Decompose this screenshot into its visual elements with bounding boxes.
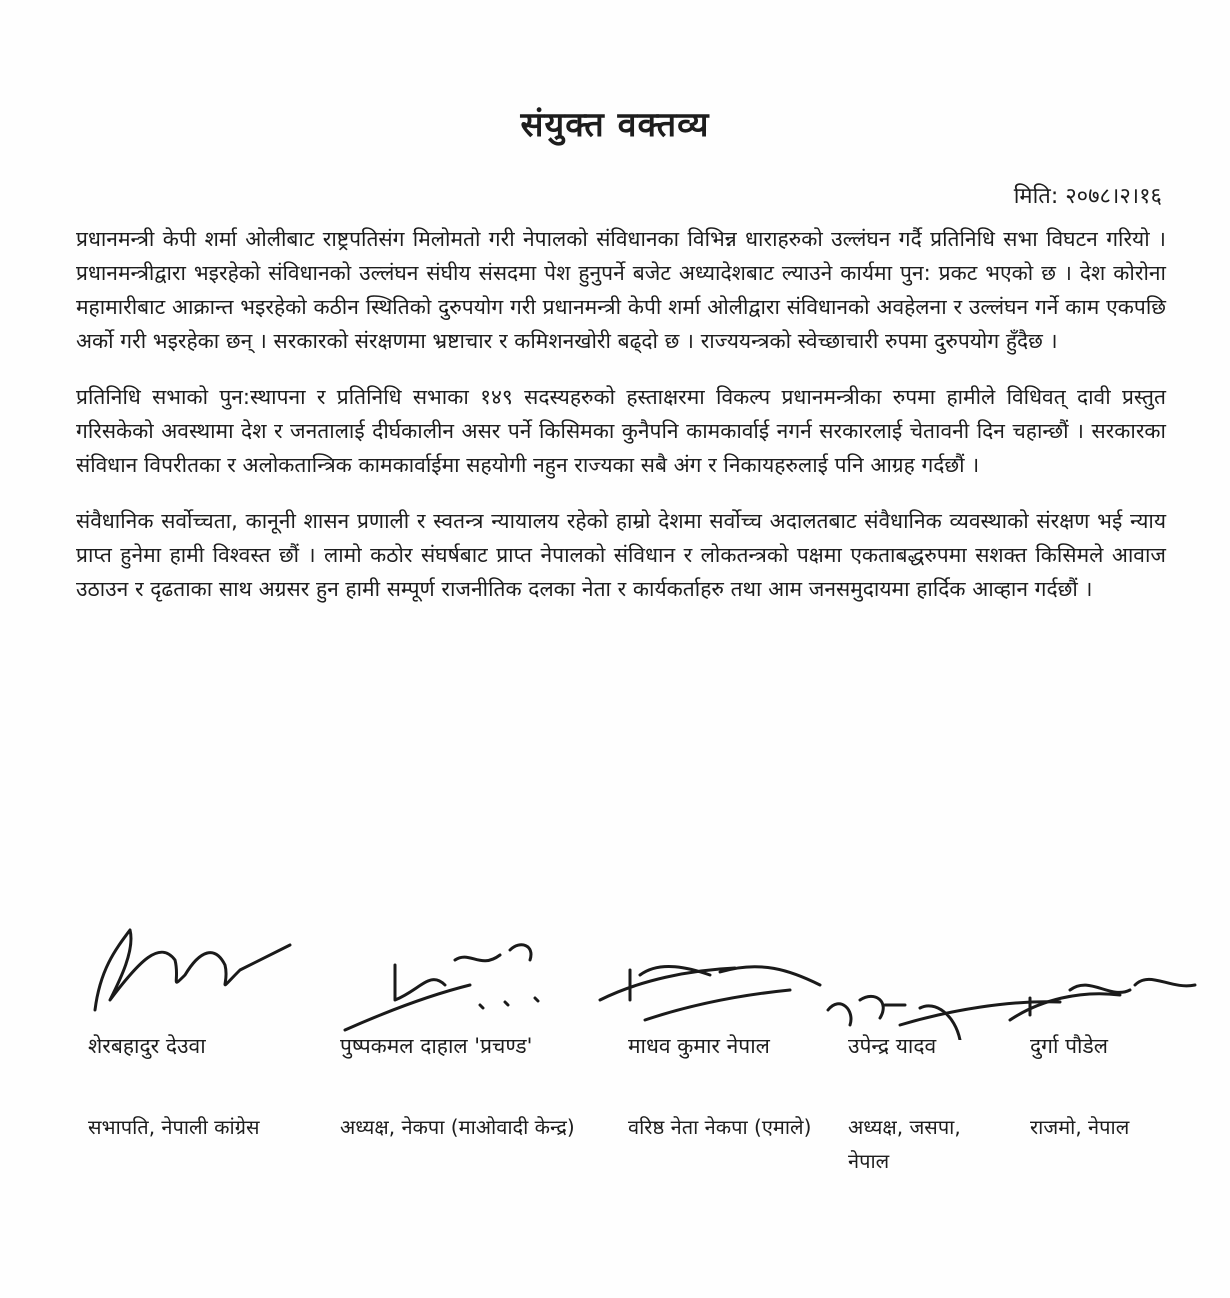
statement-body: [76, 222, 1166, 628]
paragraph-3: संवैधानिक सर्वोच्चता, कानूनी शासन प्रणाली र स्वतन्त्र न्यायालय रहेको हाम्रो देशमा सर्वोच्च अदालतबाट संवैधानिक व्यवस्थाको संरक्षण भई न्याय प्राप्त हुनेमा हामी विश्वस्त छौं । लामो कठोर संघर्षबाट प्राप्त नेपालको संविधान र लोकतन्त्रको पक्षमा एकताबद्धरुपमा सशक्त किसिमले आवाज उठाउन र दृढताका साथ अग्रसर हुन हामी सम्पूर्ण राजनीतिक दलका नेता र कार्यकर्ताहरु तथा आम जनसमुदायमा हार्दिक आव्हान गर्दछौं ।: [76, 509, 1166, 601]
signatory-name-1: शेरबहादुर देउवा: [88, 1034, 206, 1058]
paragraph-2: प्रतिनिधि सभाको पुन:स्थापना र प्रतिनिधि सभाका १४९ सदस्यहरुको हस्ताक्षरमा विकल्प प्रधानमन्त्रीका रुपमा हामीले विधिवत् दावी प्रस्तुत गरिसकेको अवस्थामा देश र जनतालाई दीर्घकालीन असर पर्ने किसिमका कुनैपनि कामकार्वाई नगर्न सरकारलाई चेतावनी दिन चहान्छौं । सरकारका संविधान विपरीतका र अलोकतान्त्रिक कामकार्वाईमा सहयोगी नहुन राज्यका सबै अंग र निकायहरुलाई पनि आग्रह गर्दछौं ।: [76, 385, 1166, 477]
signatory-name-5: दुर्गा पौडेल: [1030, 1034, 1108, 1058]
signatory-role-3: वरिष्ठ नेता नेकपा (एमाले): [628, 1115, 812, 1139]
signatory-role-1: सभापति, नेपाली कांग्रेस: [88, 1115, 260, 1139]
paragraph-1: प्रधानमन्त्री केपी शर्मा ओलीबाट राष्ट्रपतिसंग मिलोमतो गरी नेपालको संविधानका विभिन्न धाराहरुको उल्लंघन गर्दै प्रतिनिधि सभा विघटन गरियो । प्रधानमन्त्रीद्वारा भइरहेको संविधानको उल्लंघन संघीय संसदमा पेश हुनुपर्ने बजेट अध्यादेशबाट ल्याउने कार्यमा पुन: प्रकट भएको छ । देश कोरोना महामारीबाट आक्रान्त भइरहेको कठीन स्थितिको दुरुपयोग गरी प्रधानमन्त्री केपी शर्मा ओलीद्वारा संविधानको अवहेलना र उल्लंघन गर्ने काम एकपछि अर्को गरी भइरहेका छन् । सरकारको संरक्षणमा भ्रष्टाचार र कमिशनखोरी बढ्दो छ । राज्ययन्त्रको स्वेच्छाचारी रुपमा दुरुपयोग हुँदैछ ।: [76, 227, 1166, 353]
document-title: संयुक्त वक्तव्य: [520, 105, 710, 145]
signatures-section: [0, 890, 1230, 1173]
signature-1: [95, 930, 290, 1010]
signatory-name-4: उपेन्द्र यादव: [848, 1034, 937, 1058]
signatory-role-5: राजमो, नेपाल: [1030, 1115, 1130, 1139]
signatory-name-3: माधव कुमार नेपाल: [628, 1034, 770, 1058]
signature-5: [1010, 979, 1195, 1020]
document-date: मिति: २०७८।२।१६: [1013, 184, 1162, 209]
signature-3: [600, 966, 820, 1020]
signatory-role-4: अध्यक्ष, जसपा, नेपाल: [848, 1115, 961, 1173]
signatory-role-2: अध्यक्ष, नेकपा (माओवादी केन्द्र): [340, 1115, 575, 1139]
signatory-name-2: पुष्पकमल दाहाल 'प्रचण्ड': [340, 1034, 533, 1058]
handwritten-signatures: [0, 890, 1230, 1040]
signature-2: [345, 945, 538, 1030]
